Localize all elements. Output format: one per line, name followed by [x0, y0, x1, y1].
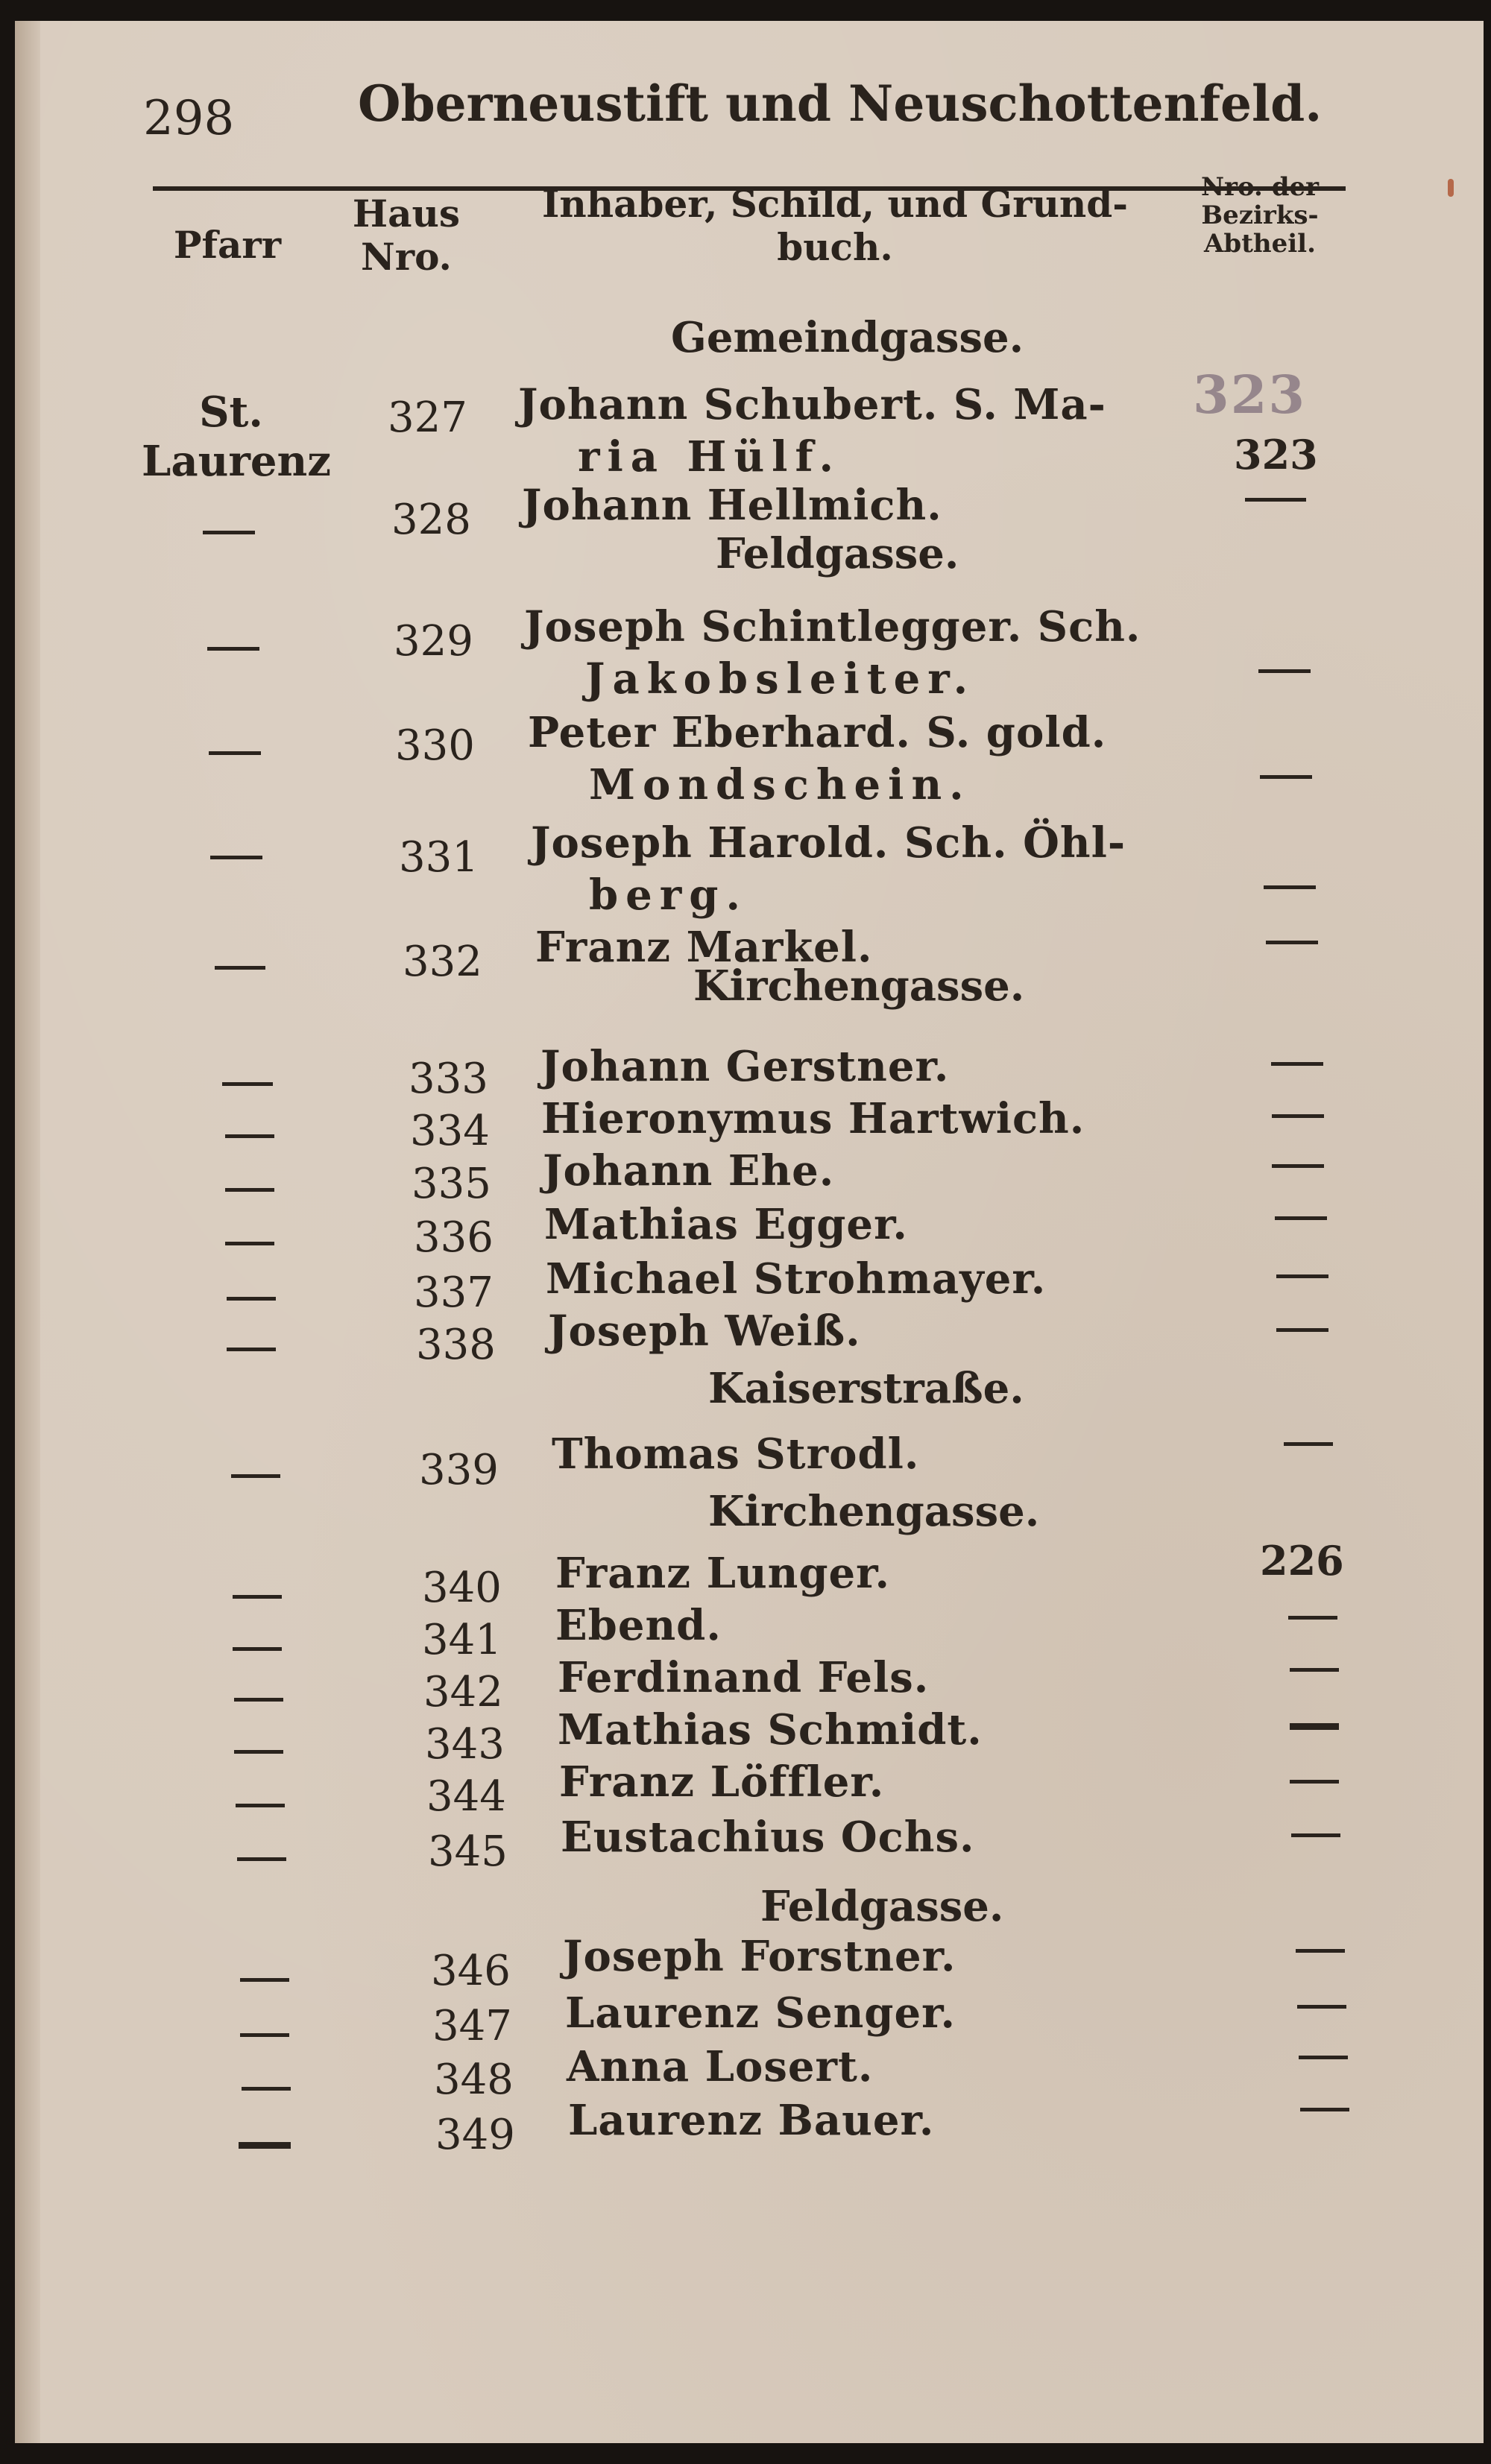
ditto-mark [207, 647, 259, 651]
street-heading: Kirchengasse. [693, 961, 1025, 1011]
ditto-mark [1271, 1062, 1323, 1066]
ditto-mark [215, 966, 265, 970]
ditto-mark [1297, 2005, 1346, 2009]
column-header-inhaber-line2: buch. [777, 225, 893, 269]
house-number: 348 [434, 2056, 514, 2104]
ditto-mark [1272, 1164, 1324, 1168]
owner-line-continued: berg. [589, 871, 748, 920]
owner-line: Franz Löffler. [559, 1757, 885, 1807]
owner-line: Johann Hellmich. [522, 481, 942, 530]
ditto-mark [242, 2087, 291, 2091]
ditto-mark [236, 1804, 285, 1807]
house-number: 337 [414, 1269, 494, 1317]
owner-line: Hieronymus Hartwich. [541, 1094, 1085, 1143]
owner-line: Laurenz Senger. [565, 1988, 956, 2038]
street-heading: Feldgasse. [716, 529, 959, 578]
house-number: 334 [410, 1107, 490, 1155]
district-number: 226 [1260, 1537, 1344, 1585]
column-header-bezirk-line3: Abtheil. [1204, 229, 1316, 259]
column-header-haus-line2: Nro. [361, 235, 452, 279]
ditto-mark [1284, 1442, 1333, 1446]
column-header-haus-line1: Haus [352, 192, 461, 236]
owner-line: Franz Markel. [535, 923, 873, 972]
ditto-mark [1276, 1328, 1328, 1332]
ditto-mark [222, 1082, 273, 1086]
owner-line: Eustachius Ochs. [561, 1813, 975, 1862]
owner-line: Laurenz Bauer. [568, 2096, 935, 2145]
house-number: 333 [409, 1055, 488, 1103]
column-header-bezirk-line2: Bezirks- [1201, 200, 1319, 230]
owner-line-continued: ria Hülf. [578, 432, 842, 481]
house-number: 338 [416, 1321, 496, 1369]
owner-line: Franz Lunger. [555, 1549, 891, 1598]
house-number: 336 [414, 1213, 494, 1262]
owner-line: Thomas Strodl. [552, 1430, 920, 1479]
ditto-mark [227, 1348, 276, 1351]
owner-line: Johann Schubert. S. Ma- [518, 380, 1106, 429]
ditto-mark [239, 2142, 291, 2149]
street-heading: Feldgasse. [760, 1882, 1004, 1931]
ditto-mark [210, 856, 262, 859]
street-heading: Kirchengasse. [708, 1487, 1040, 1536]
ditto-mark [209, 751, 261, 755]
owner-line: Johann Gerstner. [540, 1042, 950, 1091]
house-number: 335 [412, 1160, 491, 1208]
page-title: Oberneustift und Neuschottenfeld. [358, 75, 1323, 133]
ditto-mark [225, 1242, 274, 1245]
street-heading: Gemeindgasse. [671, 313, 1024, 362]
ditto-mark [1299, 2056, 1348, 2059]
owner-line: Joseph Weiß. [548, 1307, 861, 1356]
house-number: 347 [432, 2002, 512, 2050]
ditto-mark [234, 1698, 283, 1702]
column-header-inhaber [514, 183, 1156, 269]
ditto-mark [234, 1750, 283, 1754]
ditto-mark [1291, 1833, 1340, 1837]
ditto-mark [1272, 1114, 1324, 1118]
paper-stain [1448, 179, 1454, 197]
house-number: 328 [391, 496, 471, 544]
ditto-mark [1266, 941, 1318, 944]
house-number: 342 [423, 1668, 503, 1716]
column-header-bezirk-line1: Nro. der [1200, 172, 1320, 202]
page-number: 298 [143, 91, 235, 146]
ditto-mark [225, 1188, 274, 1192]
owner-line: Ferdinand Fels. [558, 1653, 930, 1702]
column-header-haus [350, 192, 462, 279]
pfarr-name-line1: St. [199, 388, 263, 437]
column-header-bezirk [1185, 173, 1334, 258]
house-number: 345 [428, 1828, 508, 1876]
owner-line: Mathias Egger. [544, 1200, 908, 1249]
owner-line: Ebend. [555, 1601, 722, 1650]
ditto-mark [1300, 2108, 1349, 2111]
house-number: 343 [425, 1720, 505, 1769]
owner-line: Johann Ehe. [543, 1146, 835, 1195]
ditto-mark [240, 2033, 289, 2037]
pfarr-name [142, 388, 332, 486]
ditto-mark [233, 1595, 282, 1599]
house-number: 332 [403, 938, 482, 986]
owner-line: Anna Losert. [567, 2042, 874, 2091]
ink-stamp: 323 [1193, 364, 1307, 426]
ditto-mark [231, 1474, 280, 1478]
owner-line-continued: Jakobsleiter. [585, 654, 976, 704]
ditto-mark [1264, 885, 1316, 889]
house-number: 327 [388, 394, 467, 442]
ditto-mark [240, 1978, 289, 1982]
owner-line: Peter Eberhard. S. gold. [528, 708, 1107, 757]
pfarr-name-line2: Laurenz [142, 437, 332, 486]
house-number: 349 [435, 2111, 515, 2159]
owner-line-continued: Mondschein. [589, 760, 971, 809]
street-heading: Kaiserstraße. [708, 1364, 1024, 1413]
house-number: 341 [422, 1616, 502, 1664]
ditto-mark [1296, 1949, 1345, 1953]
house-number: 346 [431, 1947, 511, 1995]
house-number: 330 [395, 721, 475, 770]
column-header-pfarr: Pfarr [173, 223, 282, 267]
house-number: 339 [419, 1446, 499, 1494]
ditto-mark [227, 1297, 276, 1301]
column-header-inhaber-line1: Inhaber, Schild, und Grund- [542, 182, 1128, 226]
house-number: 344 [426, 1772, 506, 1821]
ditto-mark [1276, 1274, 1328, 1278]
ditto-mark [233, 1647, 282, 1651]
owner-line: Mathias Schmidt. [558, 1705, 983, 1754]
ditto-mark [1290, 1723, 1339, 1730]
house-number: 329 [394, 617, 473, 666]
ditto-mark [1290, 1780, 1339, 1784]
owner-line: Joseph Schintlegger. Sch. [524, 602, 1141, 651]
house-number: 331 [399, 833, 479, 882]
owner-line: Joseph Harold. Sch. Öhl- [531, 818, 1126, 868]
ditto-mark [203, 531, 255, 534]
ditto-mark [225, 1134, 274, 1138]
district-number: 323 [1234, 431, 1318, 478]
page-edge [15, 21, 40, 2443]
ditto-mark [1245, 498, 1306, 502]
ditto-mark [237, 1857, 286, 1861]
ditto-mark [1290, 1668, 1339, 1672]
owner-line: Joseph Forstner. [563, 1932, 956, 1981]
owner-line: Michael Strohmayer. [546, 1254, 1047, 1304]
house-number: 340 [422, 1564, 502, 1612]
ditto-mark [1288, 1616, 1337, 1620]
ditto-mark [1260, 775, 1312, 779]
ditto-mark [1275, 1216, 1327, 1220]
ditto-mark [1258, 669, 1311, 673]
